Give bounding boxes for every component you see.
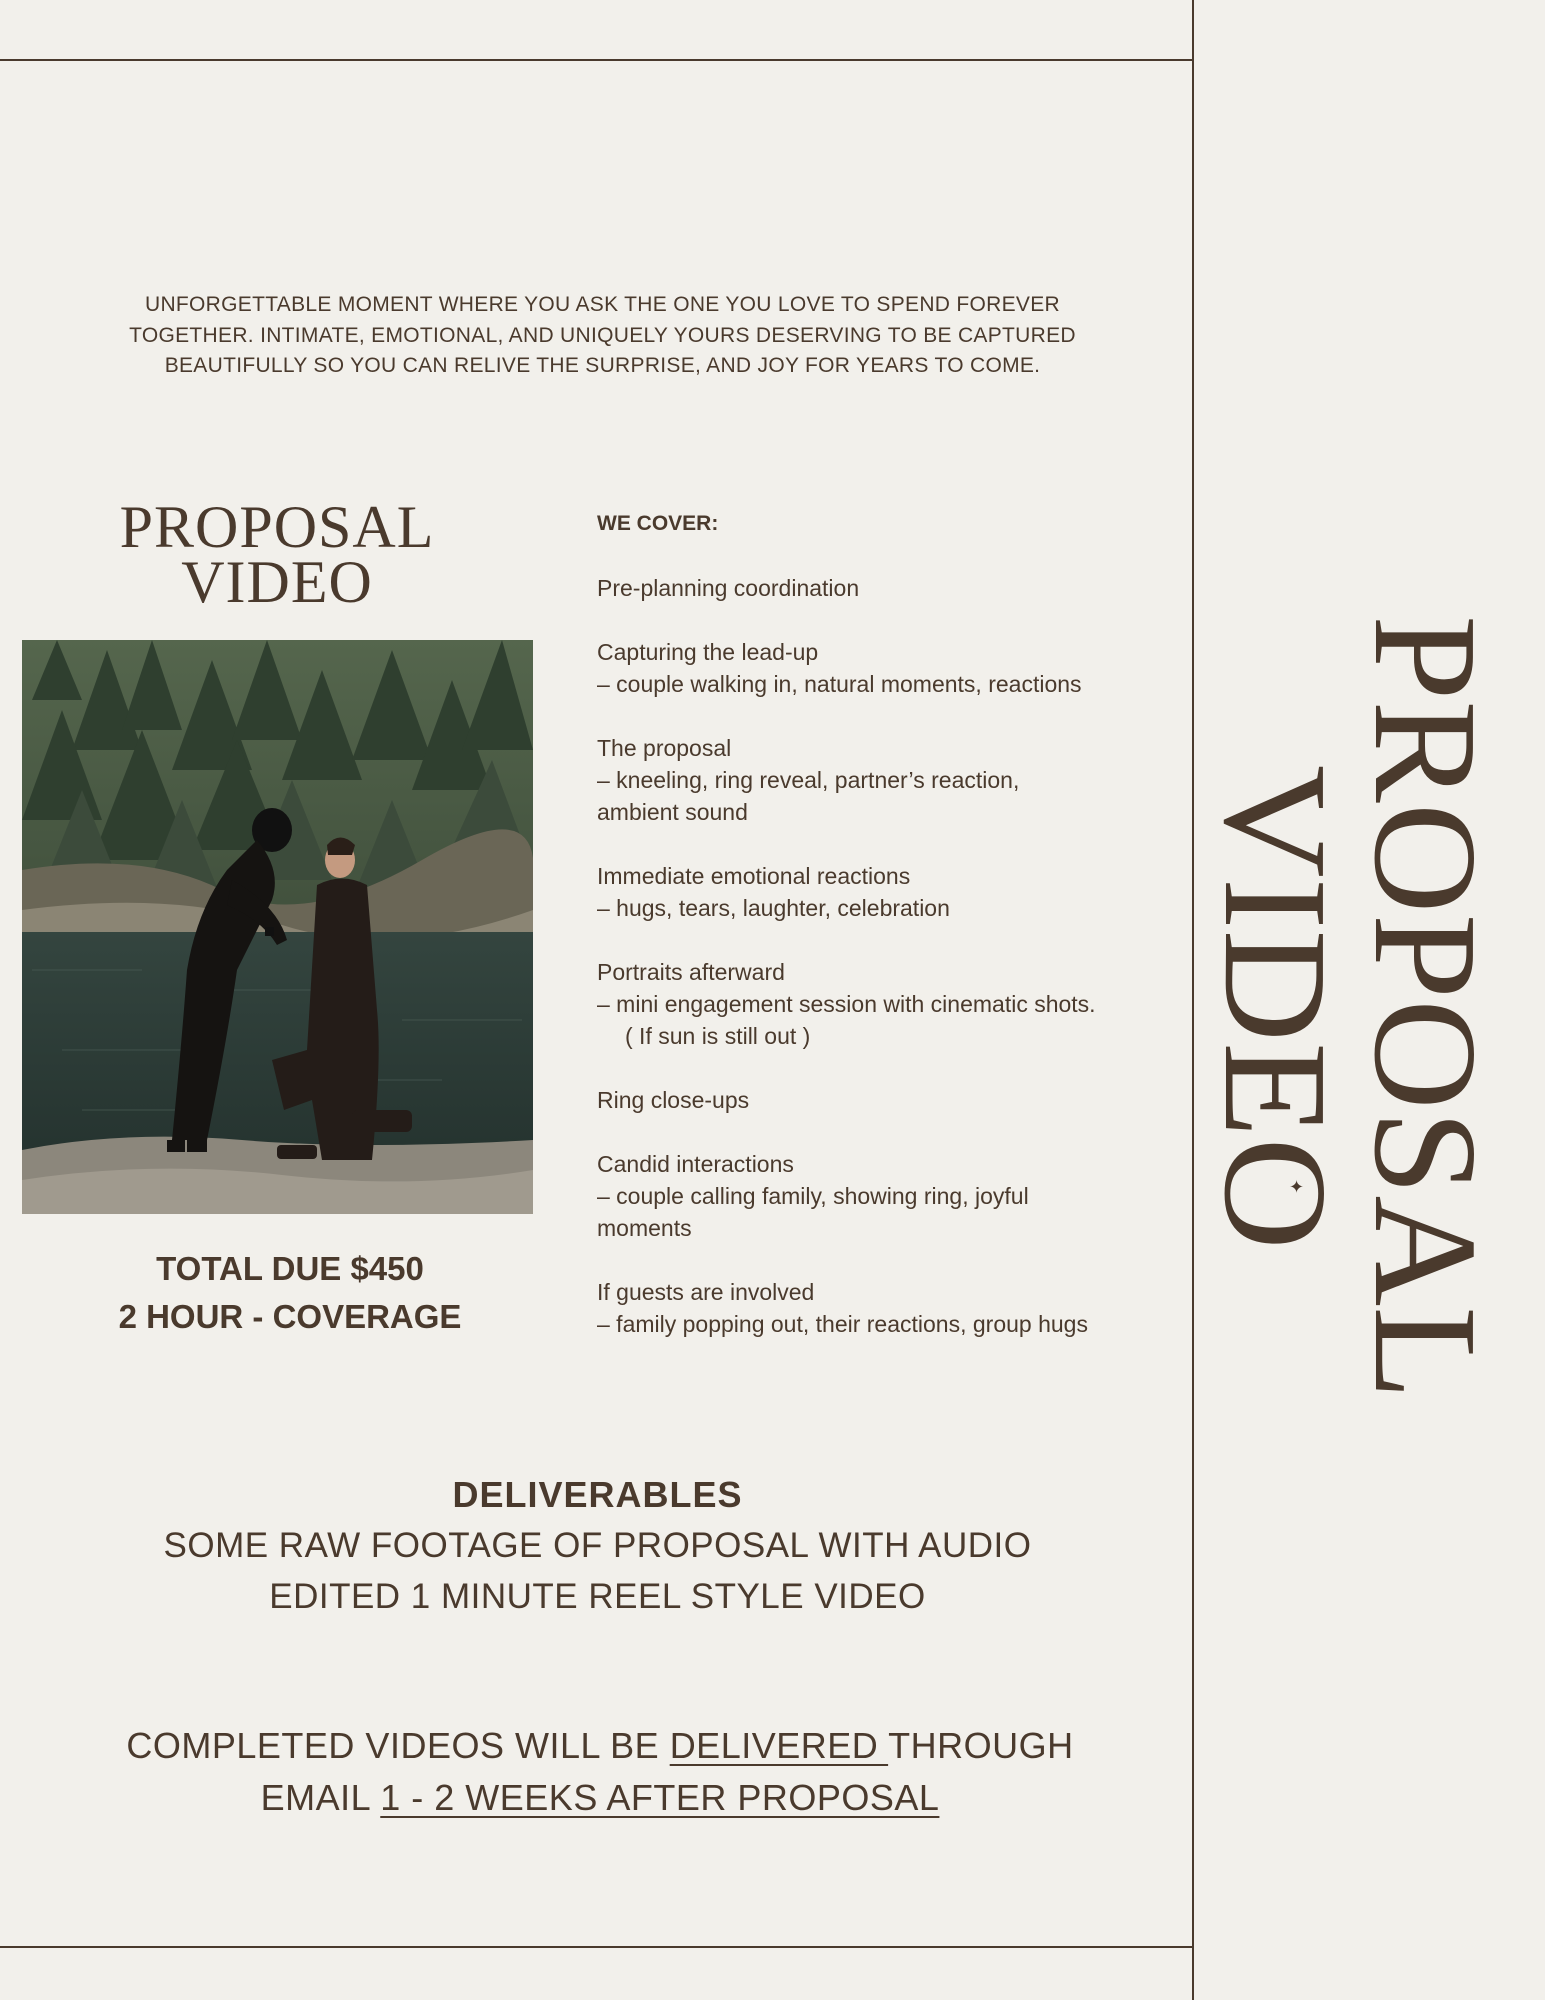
list-item-title: Candid interactions [597,1151,794,1177]
vertical-divider [1192,0,1194,2000]
list-item-title: The proposal [597,735,732,761]
list-item-title: Pre-planning coordination [597,575,860,601]
bottom-divider [0,1946,1193,1948]
list-item-detail: – kneeling, ring reveal, partner’s reaction, ambient sound [597,767,1020,825]
list-item-note: ( If sun is still out ) [625,1023,811,1049]
page-title-line-1: PROPOSAL [119,494,435,560]
delivered-underlined: DELIVERED [669,1725,889,1766]
list-item [597,636,1107,700]
delivery-notice-line-2 [100,1772,1100,1824]
list-item-detail-wrap [597,988,1107,1052]
page-title [82,494,472,615]
side-title-line-2: VIDEO [1218,765,1357,1226]
list-item [597,572,1107,604]
deliverable-item: SOME RAW FOOTAGE OF PROPOSAL WITH AUDIO [163,1526,1032,1565]
delivery-notice-line-1 [100,1720,1100,1772]
list-item-title: Capturing the lead-up [597,639,819,665]
side-title-line-1: PROPOSAL [1343,615,1507,1372]
deliverable-item: EDITED 1 MINUTE REEL STYLE VIDEO [269,1577,926,1616]
list-item-detail: – mini engagement session with cinematic shots. [597,991,1096,1017]
list-item-title: Immediate emotional reactions [597,863,911,889]
delivery-text: COMPLETED VIDEOS WILL BE [126,1725,670,1766]
list-item-detail: – hugs, tears, laughter, celebration [597,895,950,921]
sparkle-icon: ✦ [1289,1177,1305,1198]
list-item [597,1276,1107,1340]
pricing [50,1245,530,1341]
list-item [597,860,1107,924]
coverage-list [597,508,1107,1372]
total-due: TOTAL DUE $450 [156,1250,424,1287]
intro-text: UNFORGETTABLE MOMENT WHERE YOU ASK THE ONE YOU LOVE TO SPEND FOREVER TOGETHER. INTIMATE, EMOTIONAL, AND UNIQUELY YOURS DESERVING TO BE CAPTURED BEAUTIFULLY SO YOU CAN RELIVE THE SURPRISE, AND JOY FOR YEARS TO COME. [129,293,1076,377]
side-title [1218,600,1518,1400]
list-item-detail: – couple walking in, natural moments, reactions [597,671,1082,697]
delivery-text: EMAIL [260,1777,381,1818]
list-item [597,956,1107,1052]
coverage-duration: 2 HOUR - COVERAGE [118,1298,462,1335]
list-item [597,1084,1107,1116]
list-item [597,1148,1107,1244]
coverage-heading: WE COVER: [597,512,719,535]
deliverables-section [120,1470,1075,1622]
proposal-photo [22,640,533,1214]
delivery-timeline: 1 - 2 WEEKS AFTER PROPOSAL [380,1777,940,1818]
list-item-title: Portraits afterward [597,959,785,985]
top-divider [0,59,1193,61]
side-title-graphic [1218,600,1518,1400]
list-item-detail: – family popping out, their reactions, group hugs [597,1311,1088,1337]
delivery-text: THROUGH [888,1725,1074,1766]
list-item-detail: – couple calling family, showing ring, joyful moments [597,1183,1029,1241]
list-item [597,732,1107,828]
list-item-title: If guests are involved [597,1279,815,1305]
deliverables-heading: DELIVERABLES [452,1474,743,1515]
list-item-title: Ring close-ups [597,1087,750,1113]
proposal-photo-illustration [22,640,533,1214]
delivery-notice [100,1720,1100,1824]
page-title-line-2: VIDEO [181,549,373,615]
